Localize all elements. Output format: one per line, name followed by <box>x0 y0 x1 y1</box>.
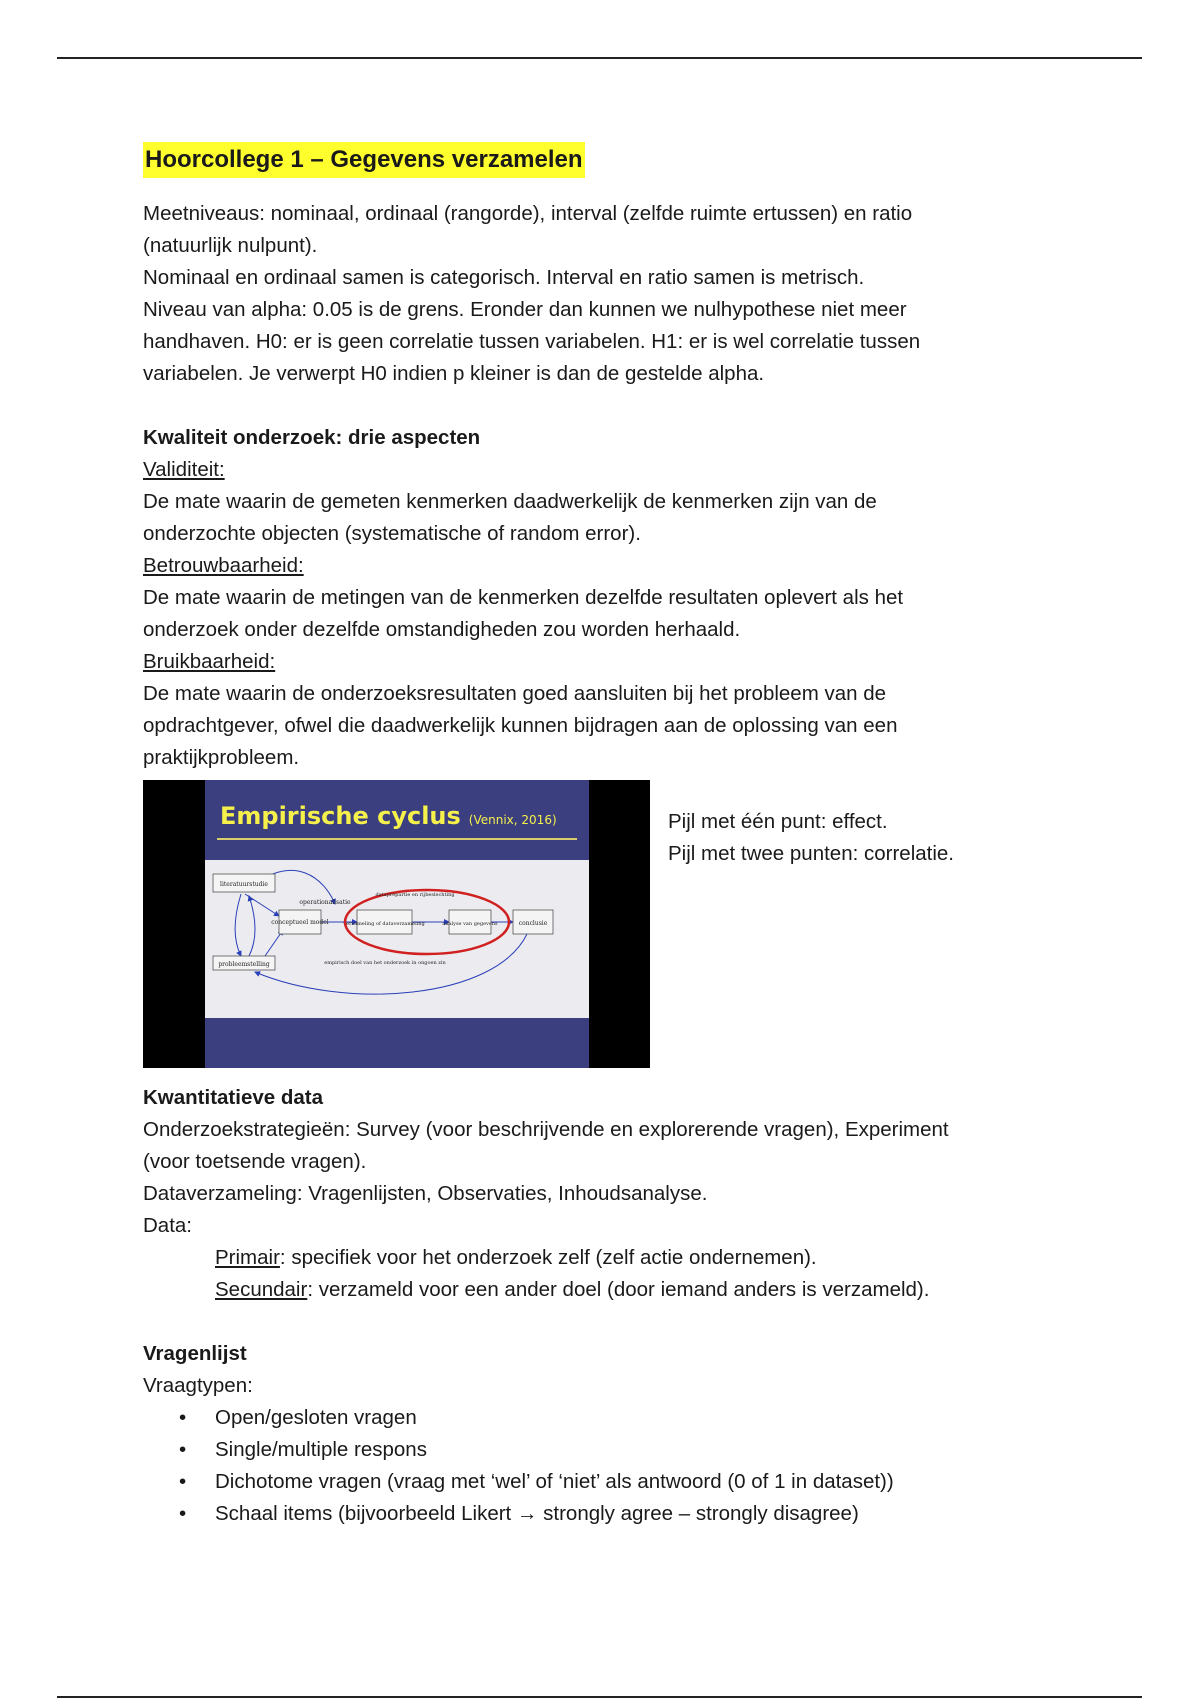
bullet: • <box>179 1406 187 1429</box>
list-item-text: Open/gesloten vragen <box>215 1406 417 1429</box>
slide-title-underline <box>217 838 577 840</box>
usability-text: opdrachtgever, ofwel die daadwerkelijk kunnen bijdragen aan de oplossing van een <box>143 714 898 737</box>
label-empirisch: empirisch doel van het onderzoek in ongoen zin <box>324 960 446 966</box>
survey-section <box>143 1338 1043 1530</box>
arrow <box>245 894 279 916</box>
node-analyse: analyse van gegevens <box>442 921 498 927</box>
primary-text: : specifiek voor het onderzoek zelf (zelf actie ondernemen). <box>279 1246 817 1269</box>
arrow <box>249 896 255 956</box>
intro-section <box>143 198 1043 390</box>
secondary-line <box>143 1274 1043 1306</box>
quant-line: (voor toetsende vragen). <box>143 1150 367 1173</box>
bullet: • <box>179 1438 187 1461</box>
figure-note: Pijl met één punt: effect. <box>668 810 888 833</box>
list-item <box>179 1434 1043 1466</box>
figure-notes <box>668 806 954 870</box>
label-operationalisatie: operationalisatie <box>299 899 351 906</box>
quant-line: Dataverzameling: Vragenlijsten, Observaties, Inhoudsanalyse. <box>143 1182 708 1205</box>
survey-heading: Vragenlijst <box>143 1342 247 1365</box>
intro-line: handhaven. H0: er is geen correlatie tussen variabelen. H1: er is wel correlatie tussen <box>143 330 921 353</box>
list-item <box>179 1402 1043 1434</box>
primary-line <box>143 1242 1043 1274</box>
quant-line: Onderzoekstrategieën: Survey (voor beschrijvende en explorerende vragen), Experiment <box>143 1118 949 1141</box>
validity-text: De mate waarin de gemeten kenmerken daadwerkelijk de kenmerken zijn van de <box>143 490 877 513</box>
list-item-text: Single/multiple respons <box>215 1438 427 1461</box>
list-item <box>179 1498 1043 1530</box>
slide-background <box>205 780 589 1068</box>
arrow <box>235 894 241 956</box>
footer-rule <box>57 1696 1142 1698</box>
figure-row <box>143 780 1043 1068</box>
validity-label: Validiteit: <box>143 458 225 481</box>
label-dataprep: dataprepartie en rijbeslechting <box>375 892 455 898</box>
node-conceptueel-model: conceptueel model <box>271 919 329 926</box>
bullet: • <box>179 1470 187 1493</box>
node-verzameling: verzameling of dataverzameling <box>343 921 425 927</box>
document-body <box>143 142 1043 1530</box>
validity-text: onderzochte objecten (systematische of random error). <box>143 522 641 545</box>
node-conclusie: conclusie <box>518 920 548 927</box>
reliability-label: Betrouwbaarheid: <box>143 554 304 577</box>
cycle-diagram-panel <box>205 860 589 1018</box>
quant-heading: Kwantitatieve data <box>143 1086 323 1109</box>
node-literatuurstudie: literatuurstudie <box>220 881 268 888</box>
figure-note: Pijl met twee punten: correlatie. <box>668 842 954 865</box>
empirical-cycle-slide <box>143 780 650 1068</box>
intro-line: Niveau van alpha: 0.05 is de grens. Eronder dan kunnen we nulhypothese niet meer <box>143 298 907 321</box>
usability-text: De mate waarin de onderzoeksresultaten goed aansluiten bij het probleem van de <box>143 682 887 705</box>
intro-line: (natuurlijk nulpunt). <box>143 234 318 257</box>
intro-line: Meetniveaus: nominaal, ordinaal (rangorde), interval (zelfde ruimte ertussen) en ratio <box>143 202 913 225</box>
list-item <box>179 1466 1043 1498</box>
bullet: • <box>179 1502 187 1525</box>
slide-title: Empirische cyclus <box>220 802 461 830</box>
usability-text: praktijkprobleem. <box>143 746 300 769</box>
reliability-text: De mate waarin de metingen van de kenmerken dezelfde resultaten oplevert als het <box>143 586 904 609</box>
survey-subheading: Vraagtypen: <box>143 1374 253 1397</box>
primary-label: Primair <box>215 1246 280 1269</box>
secondary-label: Secundair <box>215 1278 308 1301</box>
reliability-text: onderzoek onder dezelfde omstandigheden zou worden herhaald. <box>143 618 741 641</box>
quality-section <box>143 422 1043 774</box>
page-title: Hoorcollege 1 – Gegevens verzamelen <box>143 142 585 178</box>
slide-citation: (Vennix, 2016) <box>468 813 557 827</box>
intro-line: Nominaal en ordinaal samen is categorisch. Interval en ratio samen is metrisch. <box>143 266 865 289</box>
question-type-list <box>143 1402 1043 1530</box>
list-item-text: Dichotome vragen (vraag met ‘wel’ of ‘niet’ als antwoord (0 of 1 in dataset)) <box>215 1470 894 1493</box>
list-item-text: Schaal items (bijvoorbeeld Likert → strongly agree – strongly disagree) <box>215 1502 859 1525</box>
header-rule <box>57 57 1142 59</box>
secondary-text: : verzameld voor een ander doel (door iemand anders is verzameld). <box>307 1278 930 1301</box>
cycle-diagram <box>205 860 589 1018</box>
quant-line: Data: <box>143 1214 192 1237</box>
quality-heading: Kwaliteit onderzoek: drie aspecten <box>143 426 481 449</box>
node-probleemstelling: probleemstelling <box>218 961 270 968</box>
intro-line: variabelen. Je verwerpt H0 indien p kleiner is dan de gestelde alpha. <box>143 362 765 385</box>
usability-label: Bruikbaarheid: <box>143 650 276 673</box>
quant-section <box>143 1082 1043 1306</box>
